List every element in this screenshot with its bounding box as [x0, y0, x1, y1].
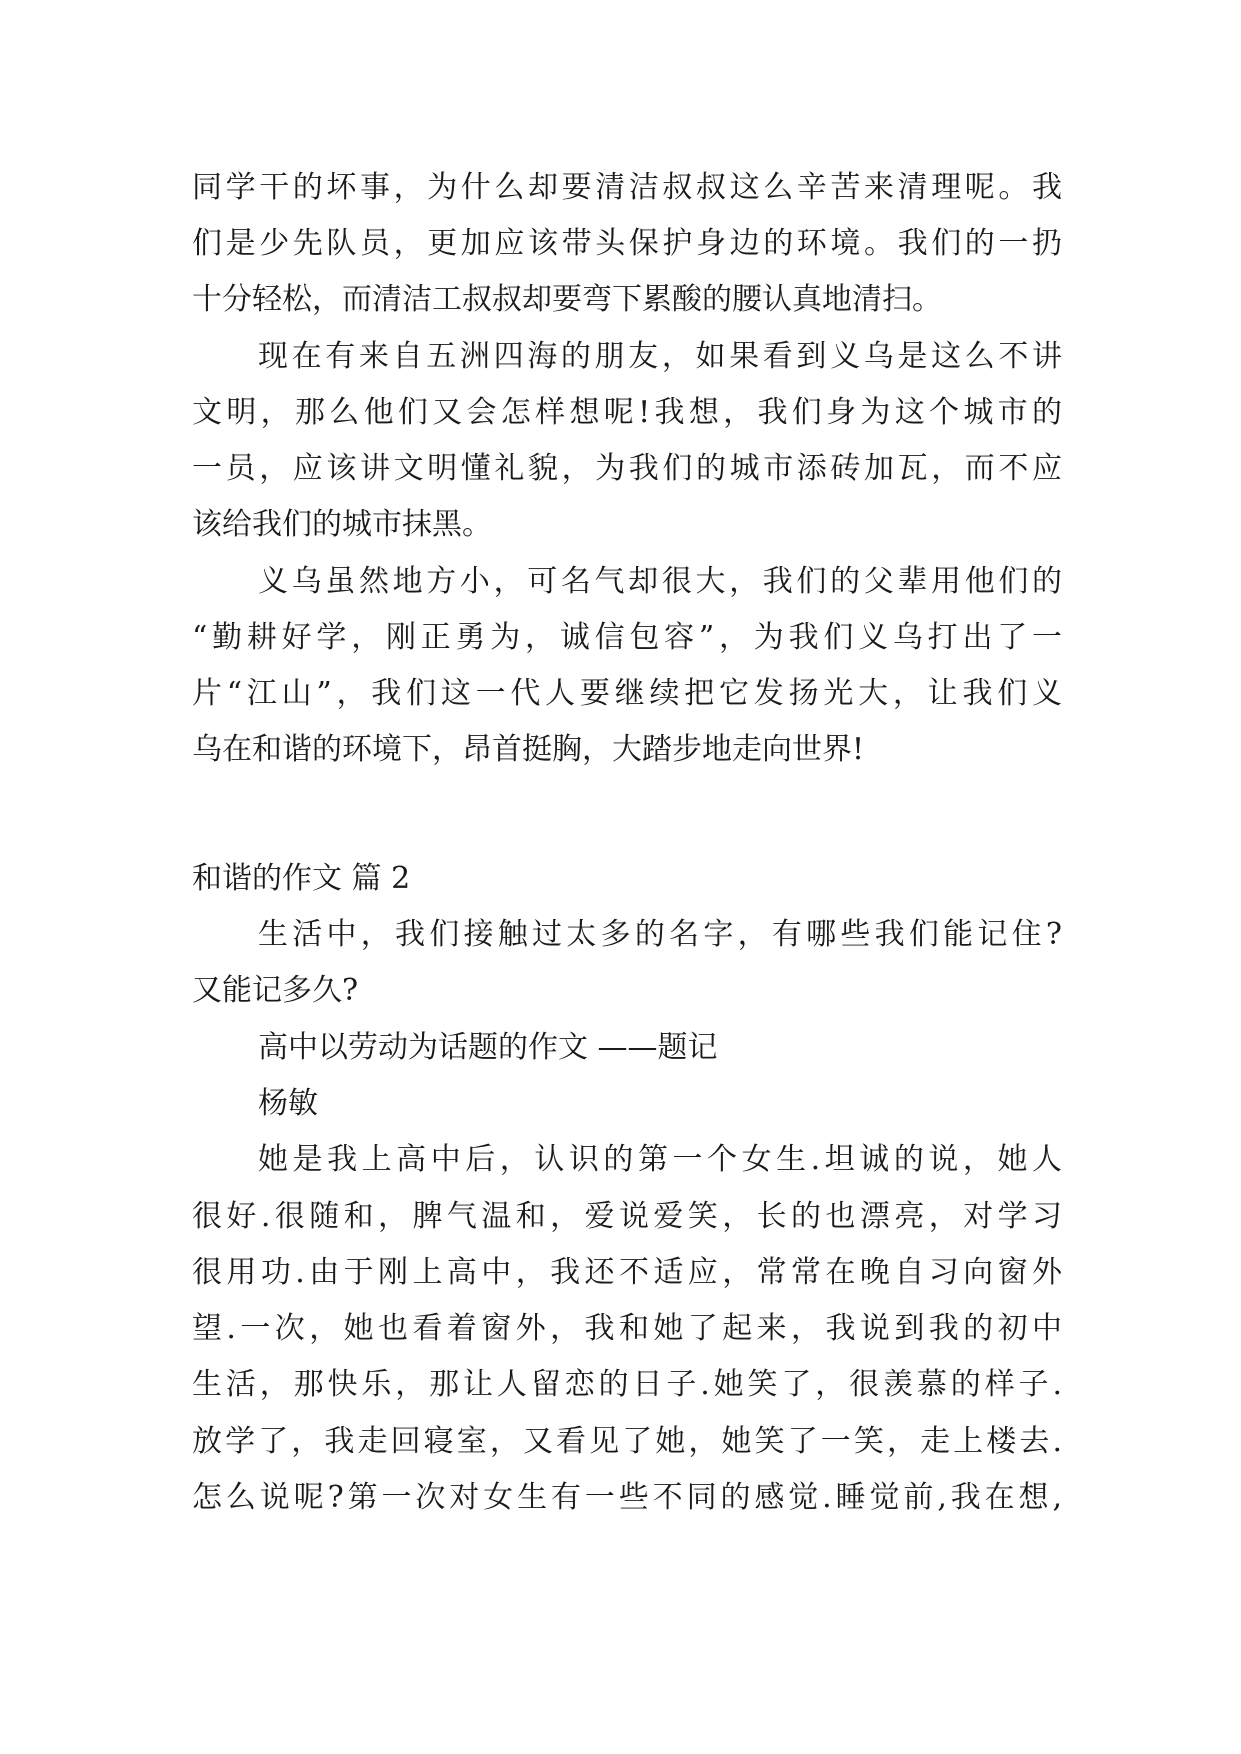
paragraph-line: 很用功.由于刚上高中，我还不适应，常常在晚自习向窗外 [192, 1255, 1062, 1290]
paragraph-line: 文明，那么他们又会怎样想呢!我想，我们身为这个城市的 [192, 395, 1062, 430]
paragraph-line: 该给我们的城市抹黑。 [192, 507, 492, 542]
paragraph-line: 们是少先队员，更加应该带头保护身边的环境。我们的一扔 [192, 226, 1062, 261]
paragraph-line: 生活中，我们接触过太多的名字，有哪些我们能记住? [258, 917, 1062, 952]
section-heading: 和谐的作文 篇 2 [192, 861, 411, 896]
paragraph-line: 很好.很随和，脾气温和，爱说爱笑，长的也漂亮，对学习 [192, 1199, 1062, 1234]
paragraph-line: 片“江山”，我们这一代人要继续把它发扬光大，让我们义 [192, 676, 1062, 711]
paragraph-line: 义乌虽然地方小，可名气却很大，我们的父辈用他们的 [258, 564, 1062, 599]
paragraph-line: 怎么说呢?第一次对女生有一些不同的感觉.睡觉前,我在想, [192, 1480, 1062, 1515]
paragraph-line: “勤耕好学，刚正勇为，诚信包容”，为我们义乌打出了一 [192, 620, 1062, 655]
paragraph-line: 十分轻松，而清洁工叔叔却要弯下累酸的腰认真地清扫。 [192, 282, 942, 317]
paragraph-line: 又能记多久? [192, 973, 359, 1008]
paragraph-line: 生活，那快乐，那让人留恋的日子.她笑了，很羡慕的样子. [192, 1367, 1062, 1402]
paragraph-line: 一员，应该讲文明懂礼貌，为我们的城市添砖加瓦，而不应 [192, 451, 1062, 486]
paragraph-line: 现在有来自五洲四海的朋友，如果看到义乌是这么不讲 [258, 339, 1062, 374]
paragraph-line: 她是我上高中后，认识的第一个女生.坦诚的说，她人 [258, 1142, 1062, 1177]
author-line: 杨敏 [258, 1086, 318, 1121]
paragraph-line: 放学了，我走回寝室，又看见了她，她笑了一笑，走上楼去. [192, 1424, 1062, 1459]
paragraph-line: 乌在和谐的环境下，昂首挺胸，大踏步地走向世界! [192, 732, 865, 767]
paragraph-line: 同学干的坏事，为什么却要清洁叔叔这么辛苦来清理呢。我 [192, 170, 1062, 205]
paragraph-line: 望.一次，她也看着窗外，我和她了起来，我说到我的初中 [192, 1311, 1062, 1346]
paragraph-line: 高中以劳动为话题的作文 ——题记 [258, 1030, 718, 1065]
